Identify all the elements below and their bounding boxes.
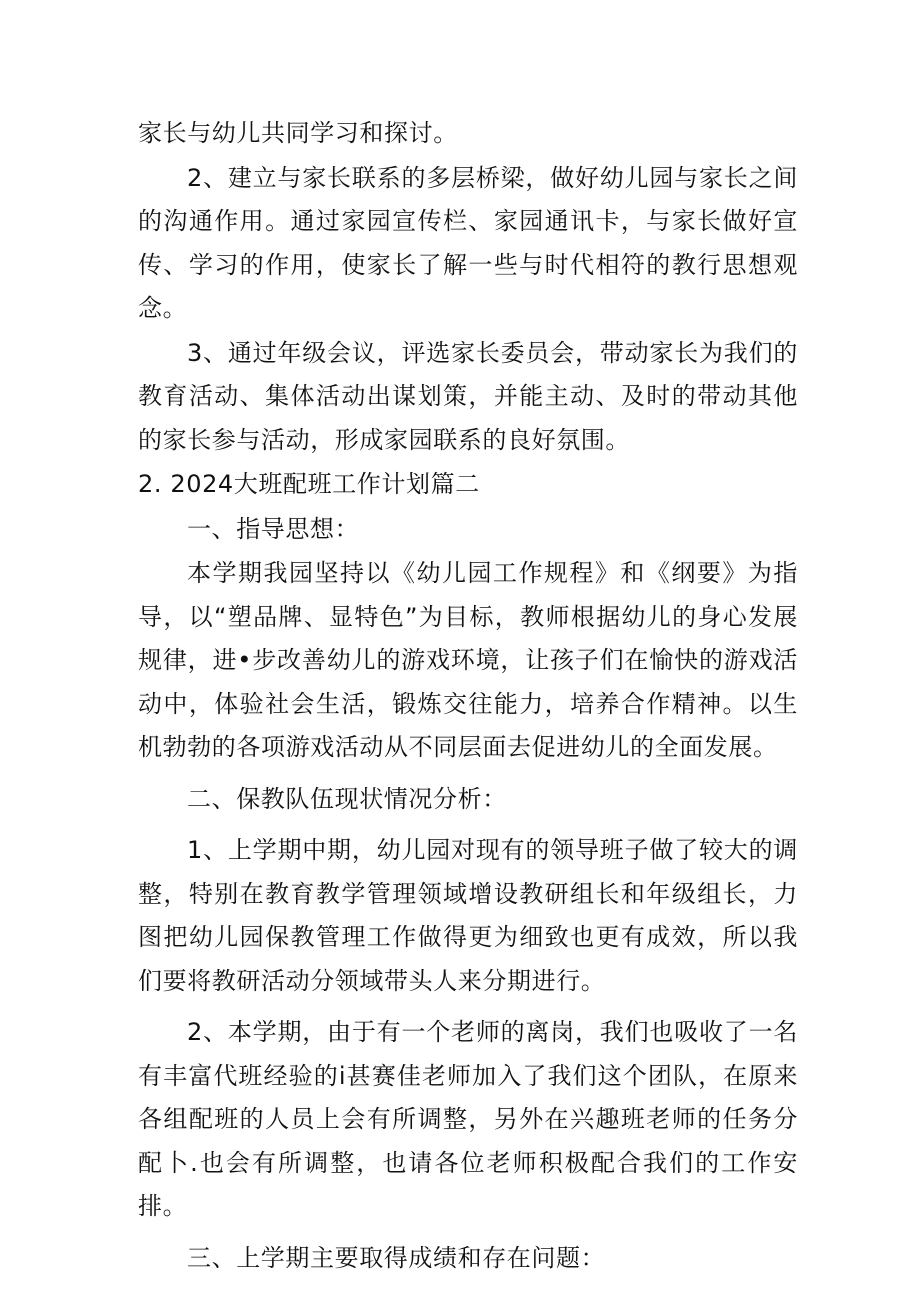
document-body [138, 112, 798, 1280]
heading-achievements-problems: 三、上学期主要取得成绩和存在问题： [187, 1243, 606, 1272]
paragraph-continuation: 家长与幼儿共同学习和探讨。 [138, 119, 458, 147]
paragraph-guiding-ideology: 本学期我园坚持以《幼儿园工作规程》和《纲要》为指导，以“塑品牌、显特色”为目标，教师根据幼儿的身心发展规律，进•步改善幼儿的游戏环境，让孩子们在愉快的游戏活动中，体验社会生活，锻炼交往能力，培养合作精神。以生机勃勃的各项游戏活动从不同层面去促进幼儿的全面发展。 [138, 559, 798, 761]
paragraph-staff-adjustment: 1、上学期中期，幼儿园对现有的领导班子做了较大的调整，特别在教育教学管理领域增设教研组长和年级组长，力图把幼儿园保教管理工作做得更为细致也更有成效，所以我们要将教研活动分领域带头人来分期进行。 [138, 836, 798, 995]
paragraph-parent-committee: 3、通过年级会议，评选家长委员会，带动家长为我们的教育活动、集体活动出谋划策，并能主动、及时的带动其他的家长参与活动，形成家园联系的良好氛围。 [138, 338, 798, 454]
heading-guiding-ideology: 一、指导思想： [187, 514, 360, 543]
paragraph-parent-bridge: 2、建立与家长联系的多层桥梁，做好幼儿园与家长之间的沟通作用。通过家园宣传栏、家园通讯卡，与家长做好宣传、学习的作用，使家长了解一些与时代相符的教行思想观念。 [138, 163, 798, 322]
heading-staff-analysis: 二、保教队伍现状情况分析： [187, 784, 507, 813]
paragraph-new-teacher: 2、本学期，由于有一个老师的离岗，我们也吸收了一名有丰富代班经验的i甚赛佳老师加入了我们这个团队，在原来各组配班的人员上会有所调整，另外在兴趣班老师的任务分配卜.也会有所调整，也请各位老师积极配合我们的工作安排。 [138, 1018, 798, 1220]
section-title: 2. 2024大班配班工作计划篇二 [138, 470, 480, 498]
